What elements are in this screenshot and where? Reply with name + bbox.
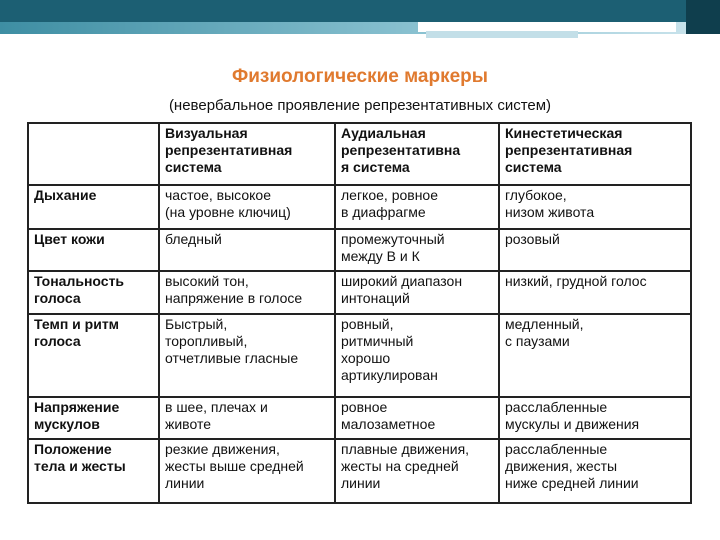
table-cell: резкие движения, жесты выше средней линии	[159, 439, 335, 503]
table-cell: промежуточный между В и К	[335, 229, 499, 271]
row-label: Темп и ритм голоса	[28, 314, 159, 397]
table-cell: частое, высокое (на уровне ключиц)	[159, 185, 335, 229]
row-label: Положение тела и жесты	[28, 439, 159, 503]
table-row	[28, 397, 691, 439]
row-label: Напряжение мускулов	[28, 397, 159, 439]
table-cell: медленный, с паузами	[499, 314, 691, 397]
table-cell: низкий, грудной голос	[499, 271, 691, 314]
table-row	[28, 314, 691, 397]
header-cell-kinesthetic: Кинестетическая репрезентативная система	[499, 123, 691, 185]
table-cell: Быстрый, торопливый, отчетливые гласные	[159, 314, 335, 397]
table-cell: ровный, ритмичный хорошо артикулирован	[335, 314, 499, 397]
table-cell: розовый	[499, 229, 691, 271]
table-cell: глубокое, низом живота	[499, 185, 691, 229]
table-row	[28, 185, 691, 229]
row-label: Тональность голоса	[28, 271, 159, 314]
banner-dark-band	[0, 0, 720, 22]
table-header-row	[28, 123, 691, 185]
slide-subtitle: (невербальное проявление репрезентативных систем)	[168, 97, 552, 114]
table-row	[28, 439, 691, 503]
banner-corner-block	[686, 0, 720, 34]
row-label: Дыхание	[28, 185, 159, 229]
table-row	[28, 271, 691, 314]
table-cell: расслабленные движения, жесты ниже средней линии	[499, 439, 691, 503]
slide-title: Физиологические маркеры	[231, 66, 488, 87]
table-cell: широкий диапазон интонаций	[335, 271, 499, 314]
header-cell-empty	[28, 123, 159, 185]
table-cell: расслабленные мускулы и движения	[499, 397, 691, 439]
table-cell: ровное малозаметное	[335, 397, 499, 439]
banner-light-strip	[426, 31, 578, 38]
table-cell: бледный	[159, 229, 335, 271]
table-cell: плавные движения, жесты на средней линии	[335, 439, 499, 503]
table-cell: в шее, плечах и животе	[159, 397, 335, 439]
decorative-header-banner	[0, 0, 720, 34]
row-label: Цвет кожи	[28, 229, 159, 271]
header-cell-visual: Визуальная репрезентативная система	[159, 123, 335, 185]
table-row	[28, 229, 691, 271]
table-cell: легкое, ровное в диафрагме	[335, 185, 499, 229]
markers-table	[27, 122, 692, 504]
header-cell-auditory: Аудиальная репрезентативна я система	[335, 123, 499, 185]
table-cell: высокий тон, напряжение в голосе	[159, 271, 335, 314]
